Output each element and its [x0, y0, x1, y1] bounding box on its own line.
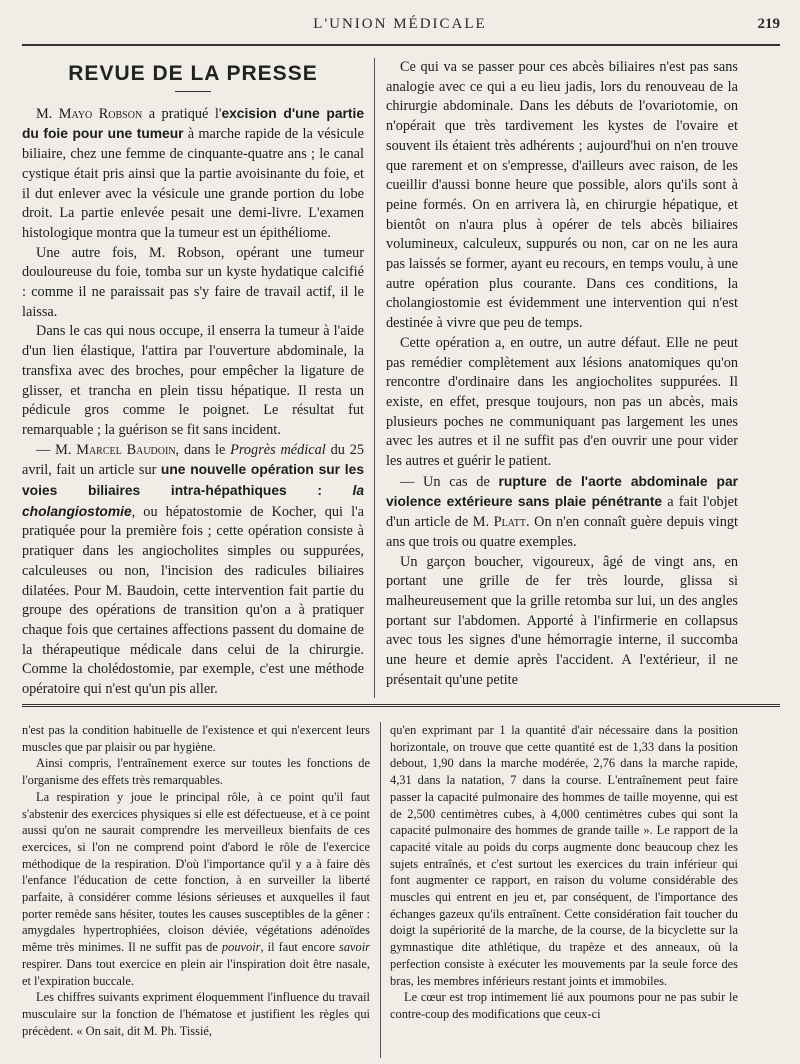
- paragraph: — M. Marcel Baudoin, dans le Progrès médical du 25 avril, fait un article sur une nouvelle opération sur les voies biliaires intra-hépathiques : la cholangiostomie, ou hépatostomie de Kocher, qui l'a pratiquée pour la première fois ; cette opération consiste à pratiquer dans les angiocholites simples ou suppurées, calculeuses ou non, l'incision des radicules biliaires dilatées. Pour M. Baudoin, cette intervention fait partie du groupe des opérations de transition qu'on a à pratiquer chaque fois que certaines affections passent du domaine de la thérapeutique médicale dans celui de la chirurgie. Comme la cholédostomie, par exemple, c'est une méthode opératoire qui n'est qu'un pis aller.: [22, 441, 364, 698]
- page-number: 219: [757, 16, 780, 32]
- paragraph: Dans le cas qui nous occupe, il enserra la tumeur à l'aide d'un lien élastique, l'attira par l'ouverture abdominale, la transfixa avec des broches, pour empêcher la ligature de glisser, et trancha en plein tissu hépatique. Il resta un pédicule gros comme le poignet. Le résultat fut remarquable ; la guérison se fit sans incident.: [22, 323, 364, 438]
- section-divider: [22, 704, 780, 711]
- article-column-left: [22, 58, 364, 698]
- section-heading: REVUE DE LA PRESSE: [68, 62, 318, 85]
- feuilleton-column-left: [22, 722, 370, 1058]
- paragraph: Les chiffres suivants expriment éloquemment l'influence du travail musculaire sur la fonction de l'hématose et justifient les règles qui précèdent. « On sait, dit M. Ph. Tissié,: [22, 990, 370, 1038]
- heading-rule: [175, 91, 211, 92]
- author-name: Mayo Robson: [58, 105, 143, 122]
- paragraph: — Un cas de rupture de l'aorte abdominale par violence extérieure sans plaie pénétrante a fait l'objet d'un article de M. Platt. On n'en connaît guère depuis vingt ans que trois ou quatre exemples.: [386, 473, 738, 550]
- paragraph: Ce qui va se passer pour ces abcès biliaires n'est pas sans analogie avec ce qui a eu lieu jadis, lors du renouveau de la chirurgie abdominale. Dans les débuts de l'ovariotomie, on n'opérait que très tardivement les kystes de l'ovaire et souvent ils étaient très adhérents ; aujourd'hui on n'en trouve que rarement et on s'empresse, d'ailleurs avec raison, de les cueillir d'aussi bonne heure que possible, alors qu'ils sont à peine formés. On en arrivera là, en chirurgie hépatique, et bientôt on n'aura plus à opérer de tels abcès biliaires volumineux, calculeux, suppurés ou non, car on ne les aura pas laissés se former, ayant eu recours, en temps voulu, à une autre opération plus courante. Dans ces conditions, la cholangiostomie est évidemment une intervention qui n'est destinée à vivre que peu de temps.: [386, 59, 738, 332]
- paragraph: Une autre fois, M. Robson, opérant une tumeur douloureuse du foie, tomba sur un kyste hydatique calcifié : comme il ne paraissait pas s'y faire de travail actif, il le laissa.: [22, 244, 364, 320]
- journal-title: L'UNION MÉDICALE: [313, 16, 487, 32]
- paragraph: qu'en exprimant par 1 la quantité d'air nécessaire dans la position horizontale, on trouve que cette quantité est de 1,33 dans la position debout, 1,90 dans la marche modérée, 2,76 dans la marche rapide, 4,31 dans la natation, 7 dans la course. L'entraînement peut faire passer la capacité pulmonaire des hommes de taille moyenne, qui est de 2,500 centimètres cubes, à 4,000 centimètres cubes qui sont la capacité pulmonaire des hommes de grande taille ». Le rapport de la capacité vitale au poids du corps augmente donc beaucoup chez les sujets entraînés, et c'est surtout les exercices du train inférieur qui font augmenter ce rapport, en raison du volume considérable des muscles qui entrent en jeu et, par conséquent, de l'importance des échanges gazeux qu'ils entraînent. Cette considération fait toucher du doigt la supériorité de la marche, de la course, de la bicyclette sur la gymnastique dite athlétique, du trapèze et des anneaux, où la perfection consiste à exécuter les mouvements par la seule force des bras, les membres inférieurs restant joints et immobiles.: [390, 723, 738, 988]
- paragraph: Ainsi compris, l'entraînement exerce sur toutes les fonctions de l'organisme des effets très remarquables.: [22, 756, 370, 788]
- header-rule: [22, 44, 780, 46]
- article-column-right: [386, 58, 738, 698]
- journal-name: Progrès médical: [230, 441, 326, 458]
- topic-bold-italic: la cholangiostomie: [22, 483, 364, 519]
- paragraph: n'est pas la condition habituelle de l'existence et qui n'exercent leurs muscles que par plaisir ou par hygiène.: [22, 723, 370, 754]
- author-name: Marcel Baudoin: [76, 441, 176, 458]
- paragraph: Un garçon boucher, vigoureux, âgé de vingt ans, en portant une grille de fer très lourde, glissa si malheureusement que la grille retomba sur lui, un des angles portant sur l'abdomen. Apporté à l'infirmerie en collapsus avec tous les signes d'une hémorragie interne, il succomba une heure et demie après l'accident. A l'extérieur, il ne présentait qu'une petite: [386, 553, 738, 688]
- column-divider: [380, 722, 381, 1058]
- feuilleton-column-right: [390, 722, 738, 1058]
- column-divider: [374, 58, 375, 698]
- topic-bold: excision d'une partie du foie pour une tumeur: [22, 105, 364, 142]
- paragraph: La respiration y joue le principal rôle, à ce point qu'il faut s'abstenir des exercices physiques si elle est défectueuse, et à ce point aussi qu'on ne saurait comprendre les merveilleux bienfaits de ces exercices, si l'on ne comprend point d'abord le rôle de l'exercice méthodique de la respiration. D'où l'importance qu'il y a à faire dès l'enfance l'éducation de cette fonction, à en surveiller la liberté parfaite, à considérer comme lésions sérieuses et auxquelles il faut porter remède sans hésiter, toutes les causes susceptibles de la gêner : amygdales hypertrophiées, cloison déviée, végétations adénoïdes même très minimes. Il ne suffit pas de pouvoir, il faut encore savoir respirer. Dans tout exercice en plein air l'inspiration doit être nasale, et l'expiration buccale.: [22, 789, 370, 988]
- page-header: [20, 14, 780, 38]
- topic-bold: rupture de l'aorte abdominale par violence extérieure sans plaie pénétrante: [386, 473, 738, 510]
- paragraph: M. Mayo Robson a pratiqué l'excision d'une partie du foie pour une tumeur à marche rapide de la vésicule biliaire, chez une femme de cinquante-quatre ans ; le canal cystique était pris ainsi que la partie avoisinante du foie, et il dut enlever avec la vésicule une grande portion du lobe droit. La partie enlevée pesait une demi-livre. L'examen histologique montra que la tumeur est un épithéliome.: [22, 105, 364, 241]
- paragraph: Cette opération a, en outre, un autre défaut. Elle ne peut pas remédier complètement aux lésions anatomiques qu'on rencontre d'ordinaire dans les angiocholites suppurées. Il existe, en effet, presque toujours, non pas un abcès, mais plusieurs poches ne communiquant pas largement les unes avec les autres et il ne suffit pas d'en ouvrir une pour vider les autres et guérir le patient.: [386, 334, 738, 470]
- paragraph: Le cœur est trop intimement lié aux poumons pour ne pas subir le contre-coup des modifications que ceux-ci: [390, 990, 738, 1021]
- topic-bold: une nouvelle opération sur les voies biliaires intra-hépathiques :: [22, 462, 364, 499]
- author-name: Platt: [493, 514, 527, 531]
